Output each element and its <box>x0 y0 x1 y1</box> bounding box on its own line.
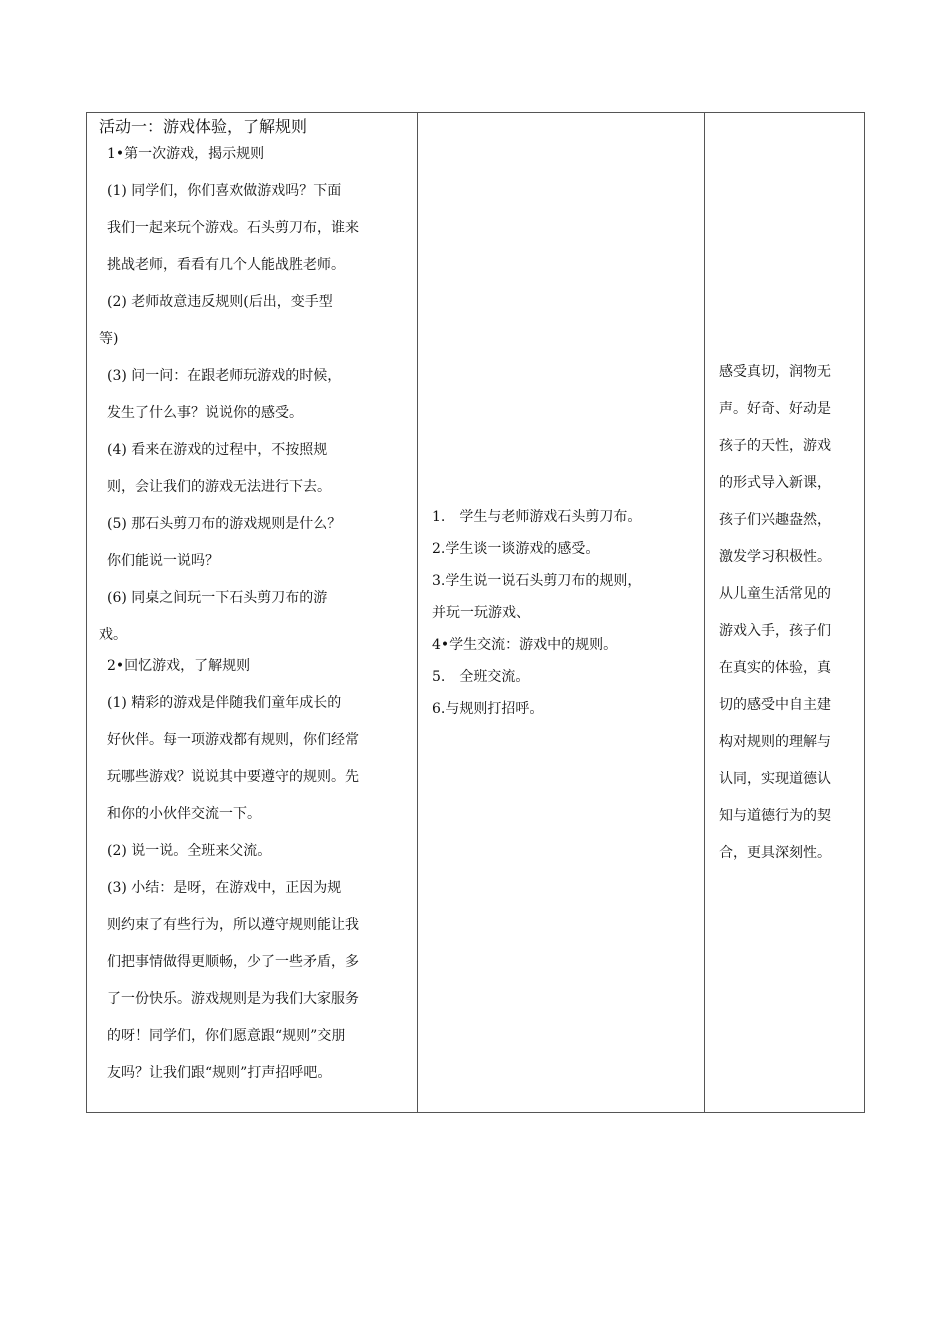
step-paragraph: (2) 老师故意违反规则(后出，变手型 等) <box>99 294 333 347</box>
list-item: 1. 学生与老师游戏石头剪刀布。 <box>432 508 642 525</box>
section-heading-2: 2•回忆游戏，了解规则 <box>107 658 251 674</box>
step-paragraph: (6) 同桌之间玩一下石头剪刀布的游 戏。 <box>99 590 328 643</box>
list-item: 6.与规则打招呼。 <box>432 700 544 717</box>
section-heading-1: 1•第一次游戏，揭示规则 <box>107 146 265 162</box>
list-item: 并玩一玩游戏、 <box>432 604 530 621</box>
activity-title: 活动一：游戏体验，了解规则 <box>99 117 308 136</box>
step-paragraph: (1) 同学们，你们喜欢做游戏吗？下面 我们一起来玩个游戏。石头剪刀布，谁来 挑战老师，看看有几个人能战胜老师。 <box>107 183 359 273</box>
step-paragraph: (5) 那石头剪刀布的游戏规则是什么？ 你们能说一说吗？ <box>107 516 342 569</box>
student-activity-cell <box>418 113 705 1113</box>
step-paragraph: (2) 说一说。全班来父流。 <box>107 843 272 859</box>
step-paragraph: (4) 看来在游戏的过程中，不按照规 则，会让我们的游戏无法进行下去。 <box>107 442 331 495</box>
step-paragraph: (1) 精彩的游戏是伴随我们童年成长的 好伙伴。每一项游戏都有规则，你们经常 玩哪些游戏？说说其中要遵守的规则。先 和你的小伙伴交流一下。 <box>107 695 359 822</box>
design-intent-text: 感受真切，润物无 声。好奇、好动是 孩子的天性，游戏 的形式导入新课， 孩子们兴趣盎然， 激发学习积极性。 从儿童生活常见的 游戏入手，孩子们 在真实的体验，真 切的感受中自主建 构对规则的理解与 认同，实现道德认 知与道德行为的契 合，更具深刻性。 <box>719 363 831 861</box>
lesson-plan-table <box>86 112 865 1113</box>
step-paragraph: (3) 小结：是呀，在游戏中，正因为规 则约束了有些行为，所以遵守规则能让我 们把事情做得更顺畅，少了一些矛盾，多 了一份快乐。游戏规则是为我们大家服务 的呀！同学们，你们愿意跟“规则”交朋 友吗？让我们跟“规则”打声招呼吧。 <box>107 880 359 1081</box>
list-item: 5. 全班交流。 <box>432 668 530 685</box>
list-item: 3.学生说一说石头剪刀布的规则， <box>432 572 642 589</box>
table-row <box>87 113 865 1113</box>
list-item: 2.学生谈一谈游戏的感受。 <box>432 540 600 557</box>
list-item: 4•学生交流：游戏中的规则。 <box>432 636 618 653</box>
student-activity-list <box>432 501 698 725</box>
design-intent-cell <box>705 113 865 1113</box>
step-paragraph: (3) 问一问：在跟老师玩游戏的时候， 发生了什么事？说说你的感受。 <box>107 368 342 421</box>
teacher-activity-cell <box>87 113 418 1113</box>
